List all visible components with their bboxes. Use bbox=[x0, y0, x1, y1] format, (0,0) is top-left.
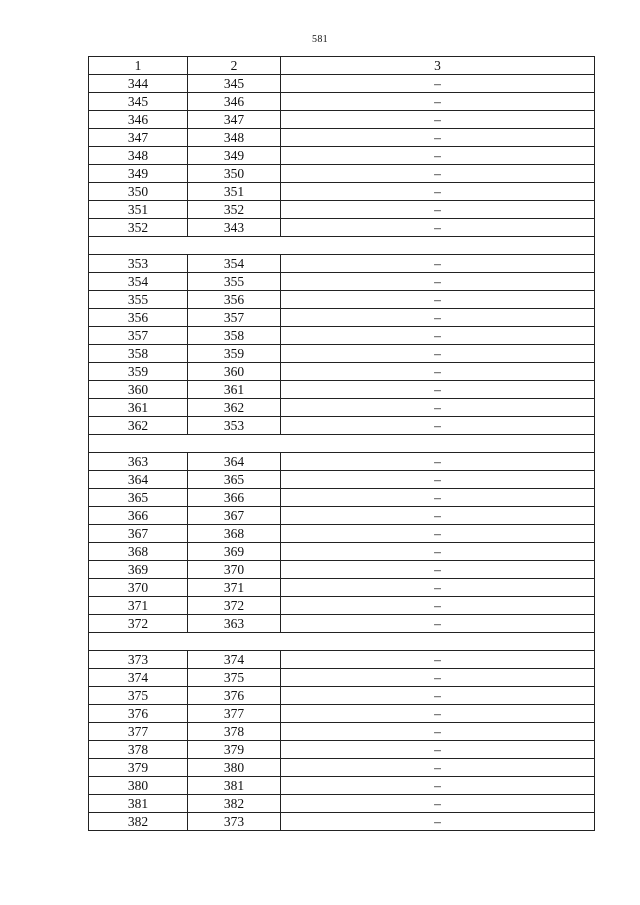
table-cell-col-1: 353 bbox=[89, 255, 188, 273]
table-cell-col-1: 347 bbox=[89, 129, 188, 147]
table-cell-col-2: 372 bbox=[188, 597, 281, 615]
table-row bbox=[89, 561, 595, 579]
table-cell-col-3: – bbox=[281, 201, 595, 219]
table-cell-col-3: – bbox=[281, 813, 595, 831]
table-cell-col-3: – bbox=[281, 507, 595, 525]
table-cell-col-2: 354 bbox=[188, 255, 281, 273]
table-cell-col-3: – bbox=[281, 147, 595, 165]
table-cell-col-1: 373 bbox=[89, 651, 188, 669]
table-cell-col-2: 361 bbox=[188, 381, 281, 399]
table-row bbox=[89, 705, 595, 723]
table-row bbox=[89, 777, 595, 795]
table-cell-col-3: – bbox=[281, 417, 595, 435]
table-cell-col-2: 378 bbox=[188, 723, 281, 741]
table-header bbox=[89, 57, 595, 75]
table-row bbox=[89, 399, 595, 417]
table-row bbox=[89, 723, 595, 741]
table-cell-col-3: – bbox=[281, 723, 595, 741]
table-cell-col-2: 343 bbox=[188, 219, 281, 237]
group-separator-cell bbox=[89, 237, 595, 255]
table-cell-col-1: 348 bbox=[89, 147, 188, 165]
table-row bbox=[89, 489, 595, 507]
table-cell-col-1: 361 bbox=[89, 399, 188, 417]
table-row bbox=[89, 417, 595, 435]
column-header: 1 bbox=[89, 57, 188, 75]
table-cell-col-3: – bbox=[281, 759, 595, 777]
table-cell-col-1: 370 bbox=[89, 579, 188, 597]
table-cell-col-1: 351 bbox=[89, 201, 188, 219]
table-cell-col-2: 351 bbox=[188, 183, 281, 201]
table-cell-col-3: – bbox=[281, 273, 595, 291]
table-row bbox=[89, 453, 595, 471]
table-cell-col-3: – bbox=[281, 471, 595, 489]
table-row bbox=[89, 165, 595, 183]
table-row bbox=[89, 615, 595, 633]
table-cell-col-2: 352 bbox=[188, 201, 281, 219]
table-cell-col-2: 374 bbox=[188, 651, 281, 669]
table-row bbox=[89, 597, 595, 615]
table-cell-col-3: – bbox=[281, 525, 595, 543]
table-cell-col-2: 364 bbox=[188, 453, 281, 471]
table-row bbox=[89, 75, 595, 93]
table-cell-col-1: 357 bbox=[89, 327, 188, 345]
table-cell-col-3: – bbox=[281, 687, 595, 705]
table-row bbox=[89, 273, 595, 291]
table-cell-col-1: 372 bbox=[89, 615, 188, 633]
table-cell-col-2: 368 bbox=[188, 525, 281, 543]
table-cell-col-2: 348 bbox=[188, 129, 281, 147]
table-cell-col-1: 381 bbox=[89, 795, 188, 813]
table-row bbox=[89, 687, 595, 705]
table-cell-col-2: 347 bbox=[188, 111, 281, 129]
table-row bbox=[89, 525, 595, 543]
table-row bbox=[89, 201, 595, 219]
table-cell-col-3: – bbox=[281, 363, 595, 381]
table-cell-col-2: 346 bbox=[188, 93, 281, 111]
table-cell-col-2: 357 bbox=[188, 309, 281, 327]
table-cell-col-3: – bbox=[281, 93, 595, 111]
table-cell-col-3: – bbox=[281, 219, 595, 237]
table-body bbox=[89, 75, 595, 831]
table-cell-col-3: – bbox=[281, 399, 595, 417]
table-row bbox=[89, 93, 595, 111]
table-row bbox=[89, 759, 595, 777]
table-cell-col-1: 346 bbox=[89, 111, 188, 129]
table-cell-col-1: 363 bbox=[89, 453, 188, 471]
table-cell-col-2: 367 bbox=[188, 507, 281, 525]
table-cell-col-3: – bbox=[281, 453, 595, 471]
table-cell-col-3: – bbox=[281, 165, 595, 183]
table-cell-col-2: 366 bbox=[188, 489, 281, 507]
table-cell-col-2: 359 bbox=[188, 345, 281, 363]
table-row bbox=[89, 183, 595, 201]
table-cell-col-1: 349 bbox=[89, 165, 188, 183]
table-cell-col-2: 379 bbox=[188, 741, 281, 759]
table-cell-col-3: – bbox=[281, 75, 595, 93]
table-cell-col-2: 349 bbox=[188, 147, 281, 165]
group-separator-row bbox=[89, 435, 595, 453]
table-row bbox=[89, 219, 595, 237]
table-cell-col-2: 370 bbox=[188, 561, 281, 579]
table-cell-col-2: 377 bbox=[188, 705, 281, 723]
group-separator-row bbox=[89, 237, 595, 255]
table-cell-col-1: 362 bbox=[89, 417, 188, 435]
table-row bbox=[89, 741, 595, 759]
table-row bbox=[89, 507, 595, 525]
table-cell-col-1: 355 bbox=[89, 291, 188, 309]
table-cell-col-1: 379 bbox=[89, 759, 188, 777]
table-cell-col-1: 354 bbox=[89, 273, 188, 291]
page-number: 581 bbox=[312, 34, 328, 45]
table-cell-col-1: 371 bbox=[89, 597, 188, 615]
table-cell-col-2: 382 bbox=[188, 795, 281, 813]
table-cell-col-1: 360 bbox=[89, 381, 188, 399]
table-row bbox=[89, 669, 595, 687]
table-cell-col-1: 377 bbox=[89, 723, 188, 741]
table-cell-col-1: 367 bbox=[89, 525, 188, 543]
table-cell-col-2: 360 bbox=[188, 363, 281, 381]
table-cell-col-1: 369 bbox=[89, 561, 188, 579]
table-row bbox=[89, 795, 595, 813]
table-cell-col-3: – bbox=[281, 309, 595, 327]
table-cell-col-3: – bbox=[281, 651, 595, 669]
table-cell-col-1: 359 bbox=[89, 363, 188, 381]
table-cell-col-2: 380 bbox=[188, 759, 281, 777]
table-row bbox=[89, 129, 595, 147]
table-cell-col-3: – bbox=[281, 615, 595, 633]
table-cell-col-2: 369 bbox=[188, 543, 281, 561]
group-separator-cell bbox=[89, 435, 595, 453]
group-separator-row bbox=[89, 633, 595, 651]
table-cell-col-2: 356 bbox=[188, 291, 281, 309]
table-cell-col-1: 374 bbox=[89, 669, 188, 687]
table-cell-col-2: 358 bbox=[188, 327, 281, 345]
table-cell-col-1: 352 bbox=[89, 219, 188, 237]
table-cell-col-2: 365 bbox=[188, 471, 281, 489]
column-header: 3 bbox=[281, 57, 595, 75]
table-cell-col-3: – bbox=[281, 705, 595, 723]
table-cell-col-1: 382 bbox=[89, 813, 188, 831]
table-cell-col-3: – bbox=[281, 327, 595, 345]
table-cell-col-1: 375 bbox=[89, 687, 188, 705]
table-cell-col-1: 368 bbox=[89, 543, 188, 561]
table-cell-col-2: 345 bbox=[188, 75, 281, 93]
table-cell-col-1: 356 bbox=[89, 309, 188, 327]
table-cell-col-2: 373 bbox=[188, 813, 281, 831]
column-header: 2 bbox=[188, 57, 281, 75]
table-cell-col-1: 365 bbox=[89, 489, 188, 507]
table-cell-col-2: 371 bbox=[188, 579, 281, 597]
table-row bbox=[89, 111, 595, 129]
table-header-row bbox=[89, 57, 595, 75]
table-cell-col-3: – bbox=[281, 345, 595, 363]
table-cell-col-1: 364 bbox=[89, 471, 188, 489]
table-row bbox=[89, 543, 595, 561]
table-cell-col-3: – bbox=[281, 381, 595, 399]
table-cell-col-2: 353 bbox=[188, 417, 281, 435]
table-cell-col-3: – bbox=[281, 579, 595, 597]
table-cell-col-2: 376 bbox=[188, 687, 281, 705]
table-cell-col-3: – bbox=[281, 561, 595, 579]
table-cell-col-1: 358 bbox=[89, 345, 188, 363]
table-cell-col-2: 363 bbox=[188, 615, 281, 633]
group-separator-cell bbox=[89, 633, 595, 651]
table-row bbox=[89, 813, 595, 831]
table-row bbox=[89, 579, 595, 597]
table-cell-col-3: – bbox=[281, 129, 595, 147]
table-cell-col-1: 345 bbox=[89, 93, 188, 111]
table-row bbox=[89, 381, 595, 399]
table-cell-col-3: – bbox=[281, 255, 595, 273]
table-cell-col-3: – bbox=[281, 669, 595, 687]
table-cell-col-1: 366 bbox=[89, 507, 188, 525]
table-cell-col-2: 355 bbox=[188, 273, 281, 291]
table-cell-col-2: 350 bbox=[188, 165, 281, 183]
table-cell-col-3: – bbox=[281, 183, 595, 201]
table-cell-col-3: – bbox=[281, 597, 595, 615]
table-row bbox=[89, 309, 595, 327]
table-cell-col-3: – bbox=[281, 795, 595, 813]
table-cell-col-1: 378 bbox=[89, 741, 188, 759]
table-row bbox=[89, 327, 595, 345]
table-cell-col-3: – bbox=[281, 111, 595, 129]
table-cell-col-3: – bbox=[281, 291, 595, 309]
table-row bbox=[89, 255, 595, 273]
table-row bbox=[89, 363, 595, 381]
table-cell-col-3: – bbox=[281, 777, 595, 795]
data-table bbox=[88, 56, 595, 831]
table-cell-col-2: 375 bbox=[188, 669, 281, 687]
table-row bbox=[89, 291, 595, 309]
table-row bbox=[89, 471, 595, 489]
table-row bbox=[89, 345, 595, 363]
table-cell-col-1: 376 bbox=[89, 705, 188, 723]
table-cell-col-1: 350 bbox=[89, 183, 188, 201]
table-row bbox=[89, 147, 595, 165]
table-row bbox=[89, 651, 595, 669]
table-cell-col-3: – bbox=[281, 741, 595, 759]
table-cell-col-3: – bbox=[281, 489, 595, 507]
table-cell-col-1: 380 bbox=[89, 777, 188, 795]
table-cell-col-2: 381 bbox=[188, 777, 281, 795]
table-cell-col-2: 362 bbox=[188, 399, 281, 417]
table-cell-col-3: – bbox=[281, 543, 595, 561]
table-cell-col-1: 344 bbox=[89, 75, 188, 93]
